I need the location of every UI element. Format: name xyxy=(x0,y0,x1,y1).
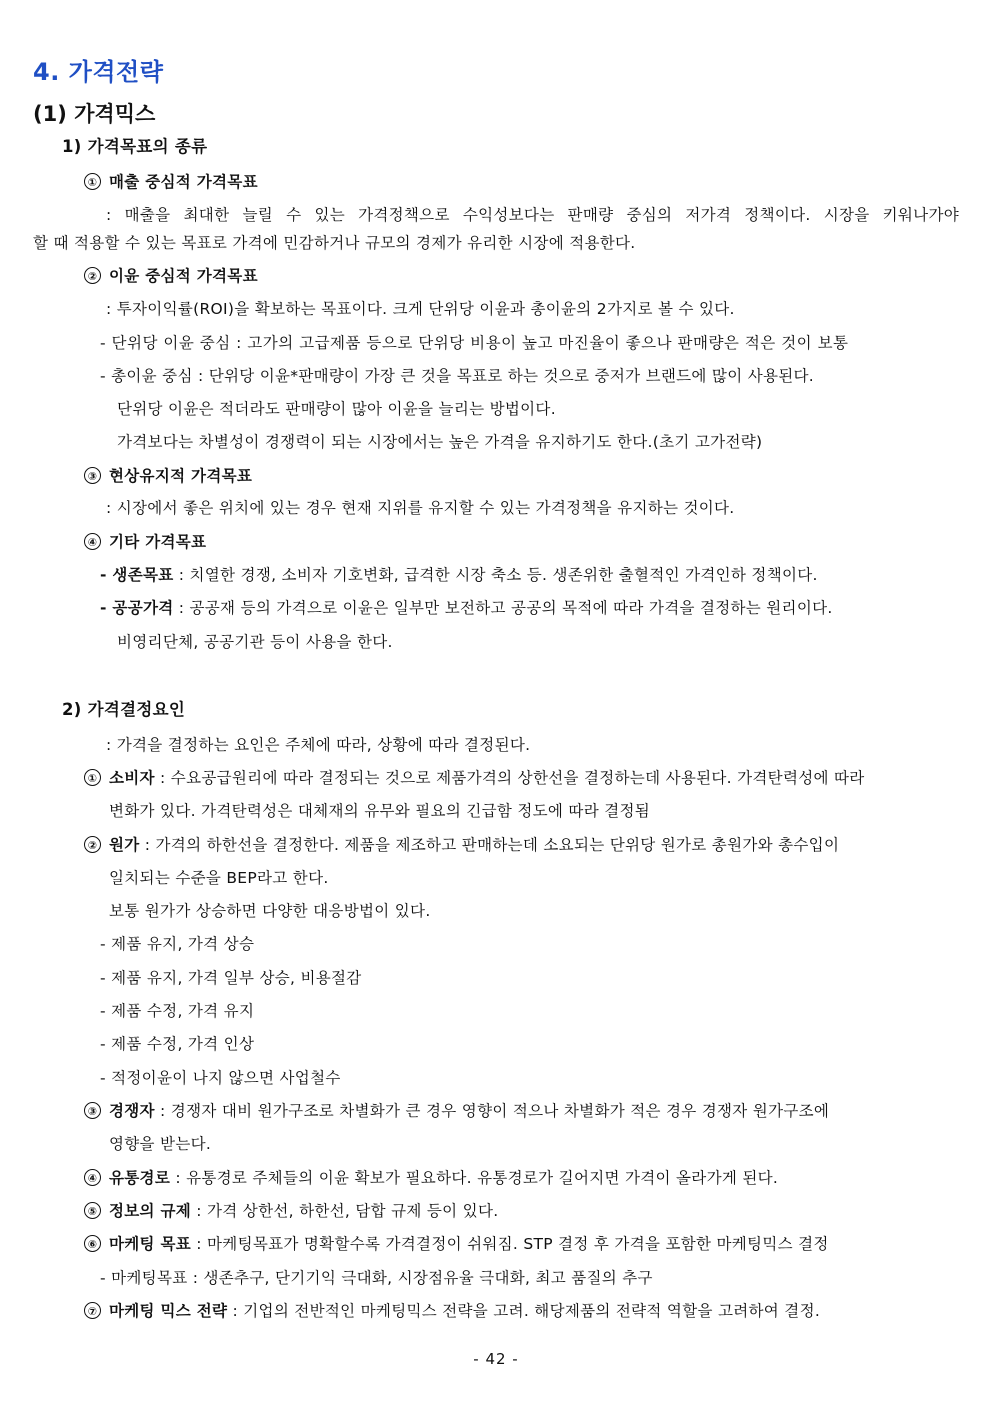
section-title: 4. 가격전략 xyxy=(33,58,164,86)
factor-cost-cont2: 보통 원가가 상승하면 다양한 대응방법이 있다. xyxy=(109,902,431,920)
factor-cost-label: 원가 xyxy=(109,836,140,854)
page-number: - 42 - xyxy=(473,1350,519,1368)
public-text: : 공공재 등의 가격으로 이윤은 일부만 보전하고 공공의 목적에 따라 가격을 결정하는 원리이다. xyxy=(173,599,833,617)
goal-4-bullet-public xyxy=(100,597,833,619)
goal-2-title xyxy=(84,265,258,287)
cost-response-bullet: - 제품 유지, 가격 상승 xyxy=(100,935,255,953)
factor-channel xyxy=(84,1167,778,1189)
factor-regulation xyxy=(84,1200,498,1222)
circled-number-2: ② xyxy=(84,267,101,284)
factor-marketing-goal xyxy=(84,1233,829,1255)
factor-regulation-text: : 가격 상한선, 하한선, 담합 규제 등이 있다. xyxy=(191,1202,499,1220)
heading-price-factors: 2) 가격결정요인 xyxy=(62,700,186,719)
subsection-title: (1) 가격믹스 xyxy=(33,102,156,126)
factor-marketing-goal-label: 마케팅 목표 xyxy=(109,1235,192,1253)
factor-consumer-text: : 수요공급원리에 따라 결정되는 것으로 제품가격의 상한선을 결정하는데 사용된다. 가격탄력성에 따라 xyxy=(154,769,865,787)
factor-cost-text: : 가격의 하한선을 결정한다. 제품을 제조하고 판매하는데 소요되는 단위당 원가로 총원가와 총수입이 xyxy=(139,836,840,854)
goal-4-public-cont: 비영리단체, 공공기관 등이 사용을 한다. xyxy=(117,633,393,651)
factor-cost xyxy=(84,834,839,856)
goal-2-cont-2: 가격보다는 차별성이 경쟁력이 되는 시장에서는 높은 가격을 유지하기도 한다.(초기 고가전략) xyxy=(117,433,763,451)
factor-competitor xyxy=(84,1100,829,1122)
goal-1-desc-line2: 할 때 적용할 수 있는 목표로 가격에 민감하거나 규모의 경제가 유리한 시장에 적용한다. xyxy=(33,234,636,252)
heading-price-goals: 1) 가격목표의 종류 xyxy=(62,137,208,156)
factor-channel-text: : 유통경로 주체들의 이윤 확보가 필요하다. 유통경로가 길어지면 가격이 올라가게 된다. xyxy=(170,1169,779,1187)
circled-number-4: ④ xyxy=(84,533,101,550)
factor-channel-label: 유통경로 xyxy=(109,1169,171,1187)
circled-number-4: ④ xyxy=(84,1169,101,1186)
circled-number-2: ② xyxy=(84,836,101,853)
factor-cost-cont: 일치되는 수준을 BEP라고 한다. xyxy=(109,869,329,887)
goal-4-bullet-survival xyxy=(100,564,818,586)
goal-1-desc-line1: : 매출을 최대한 늘릴 수 있는 가격정책으로 수익성보다는 판매량 중심의 저가격 정책이다. 시장을 키워나가야 xyxy=(106,206,959,224)
cost-response-bullet: - 제품 유지, 가격 일부 상승, 비용절감 xyxy=(100,969,362,987)
survival-label: - 생존목표 xyxy=(100,566,174,584)
factor-marketing-mix-label: 마케팅 믹스 전략 xyxy=(109,1302,228,1320)
factor-competitor-text: : 경쟁자 대비 원가구조로 차별화가 큰 경우 영향이 적으나 차별화가 적은 경우 경쟁자 원가구조에 xyxy=(154,1102,830,1120)
public-label: - 공공가격 xyxy=(100,599,174,617)
marketing-goal-bullet: - 마케팅목표 : 생존추구, 단기기익 극대화, 시장점유율 극대화, 최고 품질의 추구 xyxy=(100,1269,653,1287)
goal-2-title-text: 이윤 중심적 가격목표 xyxy=(109,267,258,285)
goal-2-bullet-total-profit: - 총이윤 중심 : 단위당 이윤*판매량이 가장 큰 것을 목표로 하는 것으로 중저가 브랜드에 많이 사용된다. xyxy=(100,367,815,385)
goal-1-title-text: 매출 중심적 가격목표 xyxy=(109,173,258,191)
factor-marketing-mix xyxy=(84,1300,820,1322)
factor-regulation-label: 정보의 규제 xyxy=(109,1202,192,1220)
circled-number-3: ③ xyxy=(84,467,101,484)
goal-4-title xyxy=(84,531,206,553)
factor-consumer-cont: 변화가 있다. 가격탄력성은 대체재의 유무와 필요의 긴급함 정도에 따라 결정됨 xyxy=(109,802,651,820)
goal-2-cont-1: 단위당 이윤은 적더라도 판매량이 많아 이윤을 늘리는 방법이다. xyxy=(117,400,556,418)
goal-4-title-text: 기타 가격목표 xyxy=(109,533,207,551)
circled-number-1: ① xyxy=(84,173,101,190)
circled-number-1: ① xyxy=(84,769,101,786)
cost-response-bullet: - 적정이윤이 나지 않으면 사업철수 xyxy=(100,1069,341,1087)
circled-number-7: ⑦ xyxy=(84,1302,101,1319)
cost-response-bullet: - 제품 수정, 가격 인상 xyxy=(100,1035,255,1053)
circled-number-5: ⑤ xyxy=(84,1202,101,1219)
goal-2-desc: : 투자이익률(ROI)을 확보하는 목표이다. 크게 단위당 이윤과 총이윤의 2가지로 볼 수 있다. xyxy=(106,300,735,318)
goal-3-title-text: 현상유지적 가격목표 xyxy=(109,467,253,485)
factor-consumer xyxy=(84,767,865,789)
factor-consumer-label: 소비자 xyxy=(109,769,155,787)
goal-3-title xyxy=(84,465,252,487)
factor-competitor-cont: 영향을 받는다. xyxy=(109,1135,212,1153)
goal-3-desc: : 시장에서 좋은 위치에 있는 경우 현재 지위를 유지할 수 있는 가격정책을 유지하는 것이다. xyxy=(106,499,735,517)
cost-response-bullet: - 제품 수정, 가격 유지 xyxy=(100,1002,255,1020)
factor-marketing-mix-text: : 기업의 전반적인 마케팅믹스 전략을 고려. 해당제품의 전략적 역할을 고려하여 결정. xyxy=(227,1302,821,1320)
survival-text: : 치열한 경쟁, 소비자 기호변화, 급격한 시장 축소 등. 생존위한 출혈적인 가격인하 정책이다. xyxy=(173,566,818,584)
factor-competitor-label: 경쟁자 xyxy=(109,1102,155,1120)
circled-number-6: ⑥ xyxy=(84,1235,101,1252)
goal-2-bullet-unit-profit: - 단위당 이윤 중심 : 고가의 고급제품 등으로 단위당 비용이 높고 마진율이 좋으나 판매량은 적은 것이 보통 xyxy=(100,334,849,352)
circled-number-3: ③ xyxy=(84,1102,101,1119)
factors-intro: : 가격을 결정하는 요인은 주체에 따라, 상황에 따라 결정된다. xyxy=(106,736,531,754)
goal-1-title xyxy=(84,171,258,193)
factor-marketing-goal-text: : 마케팅목표가 명확할수록 가격결정이 쉬워짐. STP 결정 후 가격을 포함한 마케팅믹스 결정 xyxy=(191,1235,829,1253)
